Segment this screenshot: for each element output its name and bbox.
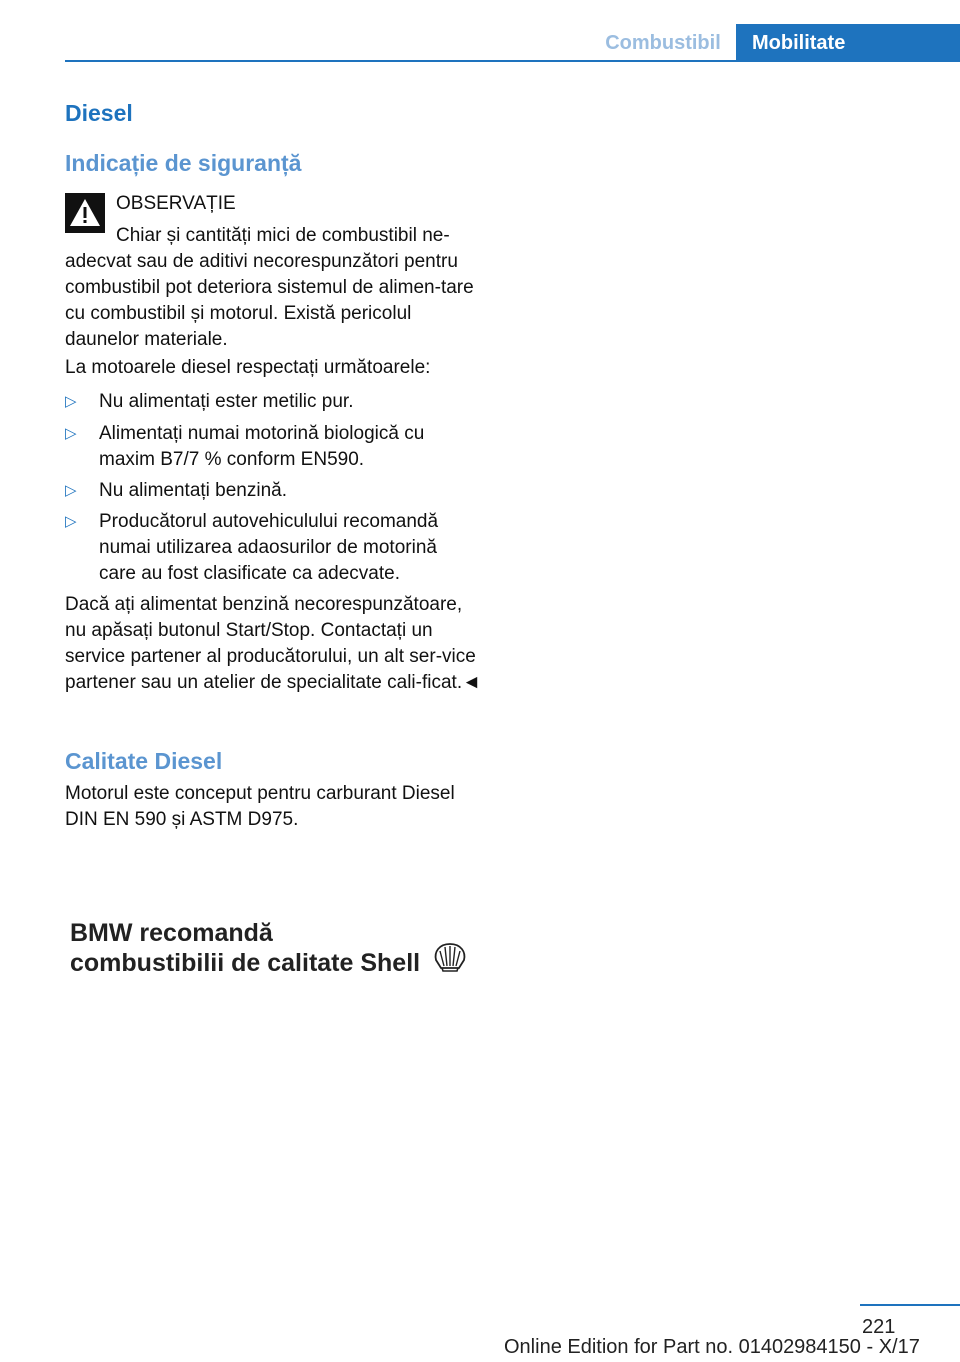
warning-title: OBSERVAȚIE bbox=[116, 193, 236, 214]
list-item-text: Nu alimentați benzină. bbox=[99, 480, 287, 501]
advert-line-2: combustibilii de calitate Shell bbox=[70, 949, 421, 977]
tab-combustibil[interactable]: Combustibil bbox=[605, 32, 721, 54]
shell-logo-icon bbox=[433, 942, 467, 972]
warning-first-line: Chiar și cantități mici de combustibil ne- bbox=[116, 225, 450, 246]
list-item-text: Nu alimentați ester metilic pur. bbox=[99, 391, 354, 412]
intro-text: La motoarele diesel respectați următoarele: bbox=[65, 357, 431, 378]
closing-text: Dacă ați alimentat benzină necorespunzătoare, nu apăsați butonul Start/Stop. Contactați un service partener al producătorului, un alt ser-vice partener sau un atelier de specialitate cali-ficat.◄ bbox=[65, 594, 481, 693]
page-number: 221 bbox=[862, 1316, 896, 1338]
advert-line-1: BMW recomandă bbox=[70, 919, 273, 947]
triangle-bullet-icon: ▷ bbox=[65, 393, 77, 410]
quality-heading: Calitate Diesel bbox=[65, 748, 223, 774]
footer-rule bbox=[860, 1304, 960, 1306]
warning-text: adecvat sau de aditivi necorespunzători pentru combustibil pot deteriora sistemul de alimen-tare cu combustibil și motorul. Există pericolul daunelor materiale. bbox=[65, 251, 474, 350]
triangle-bullet-icon: ▷ bbox=[65, 513, 77, 530]
triangle-bullet-icon: ▷ bbox=[65, 482, 77, 499]
warning-icon bbox=[65, 193, 105, 233]
list-item-text: Alimentați numai motorină biologică cu maxim B7/7 % conform EN590. bbox=[99, 423, 425, 470]
section-title: Diesel bbox=[65, 100, 133, 126]
triangle-bullet-icon: ▷ bbox=[65, 425, 77, 442]
quality-text: Motorul este conceput pentru carburant Diesel DIN EN 590 și ASTM D975. bbox=[65, 783, 455, 830]
tab-mobilitate[interactable]: Mobilitate bbox=[736, 24, 960, 62]
list-item-text: Producătorul autovehiculului recomandă numai utilizarea adaosurilor de motorină care au fost clasificate ca adecvate. bbox=[99, 511, 439, 584]
safety-heading: Indicație de siguranță bbox=[65, 150, 302, 176]
shell-advert bbox=[70, 918, 420, 978]
edition-footer: Online Edition for Part no. 01402984150 - X/17 bbox=[504, 1336, 920, 1358]
